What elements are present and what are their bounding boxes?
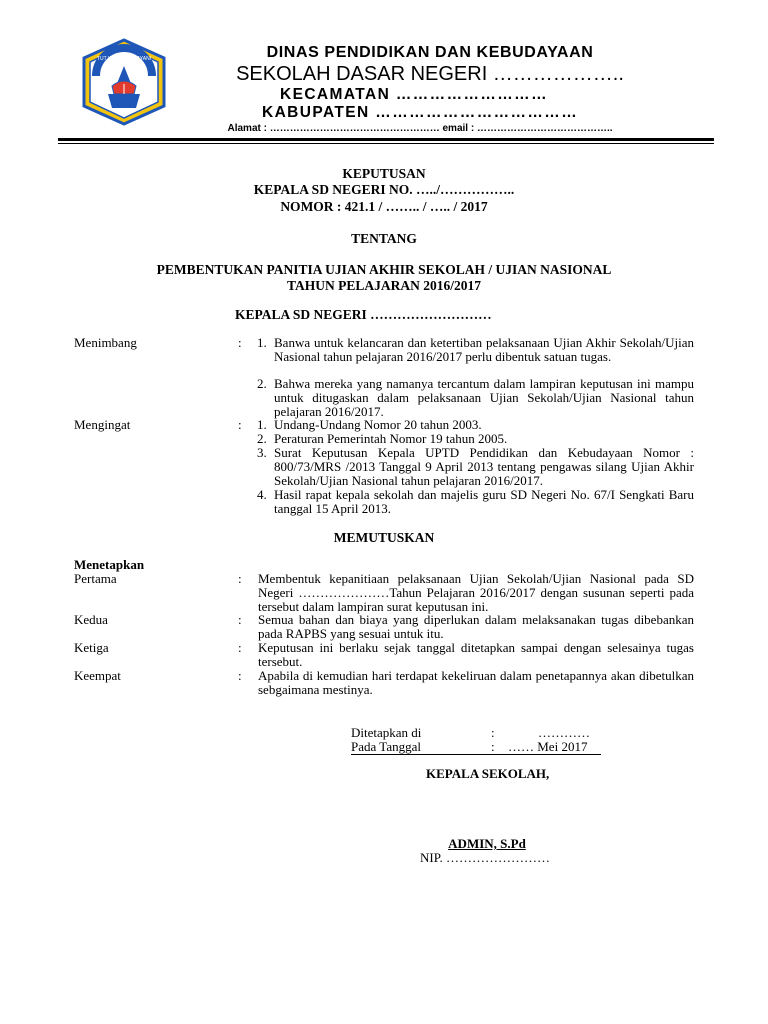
signatory-name: ADMIN, S.Pd [448,836,526,851]
menimbang-item-number: 1. [257,335,267,350]
menimbang-item-number: 2. [257,376,267,391]
memutuskan-heading: MEMUTUSKAN [333,530,435,545]
mengingat-item-number: 2. [257,431,267,446]
title-issuer: KEPALA SD NEGERI ……………………… [235,307,492,322]
tut-wuri-handayani-emblem-icon [78,36,170,128]
mengingat-colon: : [238,417,242,432]
letterhead-divider-thick [58,138,714,141]
mengingat-label: Mengingat [74,417,131,432]
school-name: SEKOLAH DASAR NEGERI ……………….. [236,63,624,85]
decision-text: Membentuk kepanitiaan pelaksanaan Ujian Sekolah/Ujian Nasional pada SD Negeri …………………Tahun Pelajaran 2016/2017 dengan susunan seperti pada tersebut dalam lampiran surat keputusan ini. [258,571,694,614]
mengingat-item: Undang-Undang Nomor 20 tahun 2003. [274,417,482,432]
decision-colon: : [238,571,242,586]
menimbang-label: Menimbang [74,335,137,350]
place-value: ………… [538,725,590,740]
title-keputusan: KEPUTUSAN [342,166,426,181]
decision-label: Pertama [74,571,117,586]
mengingat-item: Hasil rapat kepala sekolah dan majelis guru SD Negeri No. 67/I Sengkati Baru tanggal 15 April 2013. [274,487,694,516]
decision-colon: : [238,640,242,655]
address-line: Alamat : …………………………………………… email : ………………………………….. [227,123,613,134]
title-tentang: TENTANG [351,231,417,246]
title-subject-2: TAHUN PELAJARAN 2016/2017 [286,278,481,293]
date-value: …… Mei 2017 [508,739,588,754]
decision-colon: : [238,612,242,627]
menimbang-colon: : [238,335,242,350]
district-line: KECAMATAN ……………………… [280,86,548,103]
signatory-role: KEPALA SEKOLAH, [426,766,550,781]
agency-name: DINAS PENDIDIKAN DAN KEBUDAYAAN [266,44,594,61]
menetapkan-label: Menetapkan [74,557,145,572]
date-colon: : [491,739,495,754]
title-subject-1: PEMBENTUKAN PANITIA UJIAN AKHIR SEKOLAH / UJIAN NASIONAL [156,262,612,277]
mengingat-item-number: 3. [257,445,267,460]
title-kepala-sd: KEPALA SD NEGERI NO. …../…………….. [253,182,515,197]
regency-line: KABUPATEN ……………………………… [262,104,579,121]
mengingat-item: Surat Keputusan Kepala UPTD Pendidikan dan Kebudayaan Nomor : 800/73/MRS /2013 Tanggal 9 April 2013 tentang pengawas silang Ujian Akhir Sekolah/Ujian Nasional tahun pelajaran 2016/2017. [274,445,694,488]
menimbang-item: Bahwa mereka yang namanya tercantum dalam lampiran keputusan ini mampu untuk ditugaskan dalam pelaksanaan Ujian Sekolah/Ujian Nasional tahun pelajaran 2016/2017. [274,376,694,419]
decision-label: Ketiga [74,640,109,655]
mengingat-item-number: 1. [257,417,267,432]
decision-label: Kedua [74,612,108,627]
logo-motto: TUT WURI HANDAYANI [96,56,152,62]
signatory-nip: NIP. …………………… [420,850,551,865]
place-label: Ditetapkan di [351,725,422,740]
decision-colon: : [238,668,242,683]
letterhead-divider-thin [58,143,714,144]
school-logo [78,36,170,128]
decision-text: Semua bahan dan biaya yang diperlukan dalam melaksanakan tugas dibebankan pada RAPBS yang sesuai untuk itu. [258,612,694,641]
date-label: Pada Tanggal [351,739,421,754]
mengingat-item: Peraturan Pemerintah Nomor 19 tahun 2005. [274,431,508,446]
mengingat-item-number: 4. [257,487,267,502]
decision-text: Apabila di kemudian hari terdapat kekeliruan dalam penetapannya akan dibetulkan sebgaimana mestinya. [258,668,694,697]
menimbang-item: Banwa untuk kelancaran dan ketertiban pelaksanaan Ujian Akhir Sekolah/Ujian Nasional tahun pelajaran 2016/2017 perlu dibentuk satuan tugas. [274,335,694,364]
title-nomor: NOMOR : 421.1 / …….. / ….. / 2017 [280,199,488,214]
decision-text: Keputusan ini berlaku sejak tanggal ditetapkan sampai dengan selesainya tugas tersebut. [258,640,694,669]
place-colon: : [491,725,495,740]
decision-label: Keempat [74,668,121,683]
